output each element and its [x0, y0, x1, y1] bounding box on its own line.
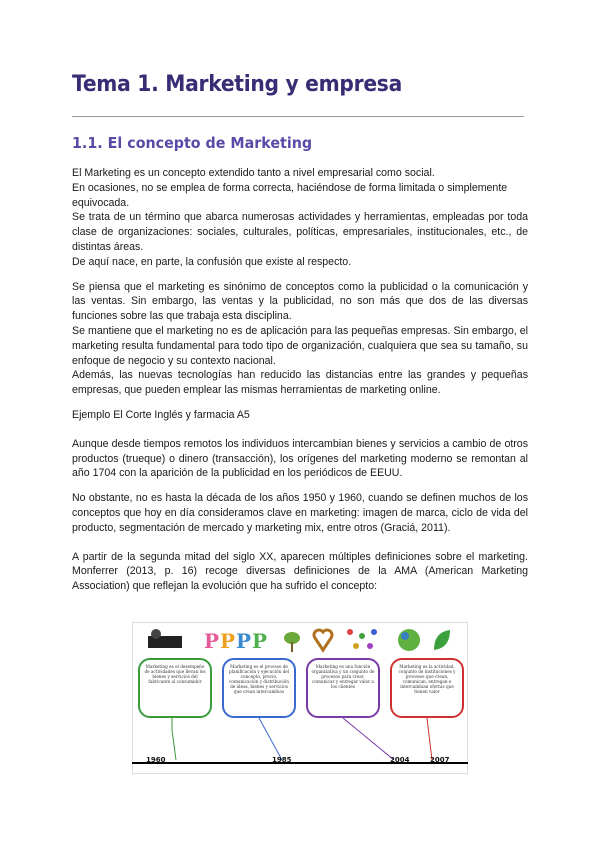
- year-label: 2004: [390, 756, 410, 764]
- paragraph: Se piensa que el marketing es sinónimo de conceptos como la publicidad o la comunicación y las ventas. Sin embargo, las ventas y la publicidad, no son más que dos de las diversas funciones sobre las que trabaja esta disciplina.: [72, 280, 528, 323]
- year-label: 2007: [430, 756, 450, 764]
- svg-text:P: P: [236, 629, 252, 653]
- timeline-axis: [132, 762, 468, 764]
- year-label: 1960: [146, 756, 166, 764]
- svg-text:P: P: [204, 629, 220, 653]
- year-label: 1985: [272, 756, 292, 764]
- paragraph: En ocasiones, no se emplea de forma correcta, haciéndose de forma limitada o simplemente equivocada.: [72, 181, 508, 209]
- paragraph: Se trata de un término que abarca numerosas actividades y herramientas, empleadas por toda clase de organizaciones: sociales, culturales, políticas, empresariales, institucionales, etc., de distintas áreas.: [72, 211, 528, 253]
- definition-box: Marketing es la actividad, conjunto de instituciones y procesos que crean, comunican, entregan e intercambian ofertas que tienen valor: [390, 658, 464, 718]
- definition-box: Marketing es el proceso de planificación y ejecución del concepto, precio, comunicación y distribución de ideas, bienes y servicios que crean intercambios: [222, 658, 296, 718]
- paragraph: Aunque desde tiempos remotos los individuos intercambian bienes y servicios a cambio de otros productos (trueque) o dinero (transacción), los orígenes del marketing moderno se remontan al año 1704 con la aparición de la publicidad en los periódicos de EEUU.: [72, 437, 528, 480]
- section-title: 1.1. El concepto de Marketing: [72, 134, 313, 152]
- page-title: Tema 1. Marketing y empresa: [72, 72, 402, 97]
- paragraph: De aquí nace, en parte, la confusión que existe al respecto.: [72, 255, 352, 268]
- definition-box: Marketing es una función organizativa y un conjunto de procesos para crear, comunicar y entregar valor a los clientes: [306, 658, 380, 718]
- svg-text:P: P: [220, 629, 236, 653]
- connector-lines: [132, 622, 468, 774]
- paragraph: El Marketing es un concepto extendido tanto a nivel empresarial como social.: [72, 167, 435, 179]
- definition-box: Marketing es el desempeño de actividades que llevan los bienes y servicios del fabricante al consumidor: [138, 658, 212, 718]
- example-line: Ejemplo El Corte Inglés y farmacia A5: [72, 408, 250, 421]
- body-text: [72, 166, 528, 594]
- paragraph: Se mantiene que el marketing no es de aplicación para las pequeñas empresas. Sin embargo, el marketing resulta fundamental para todo tipo de organización, cualquiera que sea su tamaño, su enfoque de negocio y su contexto nacional.: [72, 324, 528, 367]
- title-divider: [72, 116, 524, 117]
- paragraph: No obstante, no es hasta la década de los años 1950 y 1960, cuando se definen muchos de los conceptos que hoy en día consideramos clave en marketing: imagen de marca, ciclo de vida del producto, segmentación de mercado y marketing mix, entre otros (Graciá, 2011).: [72, 492, 528, 534]
- paragraph: A partir de la segunda mitad del siglo XX, aparecen múltiples definiciones sobre el marketing. Monferrer (2013, p. 16) recoge diversas definiciones de la AMA (American Marketing Association) que reflejan la evolución que ha sufrido el concepto:: [72, 550, 528, 593]
- paragraph: Además, las nuevas tecnologías han reducido las distancias entre las grandes y pequeñas empresas, que pueden emplear las mismas herramientas de marketing online.: [72, 369, 528, 397]
- timeline-figure: [132, 622, 468, 774]
- svg-text:P: P: [252, 629, 268, 653]
